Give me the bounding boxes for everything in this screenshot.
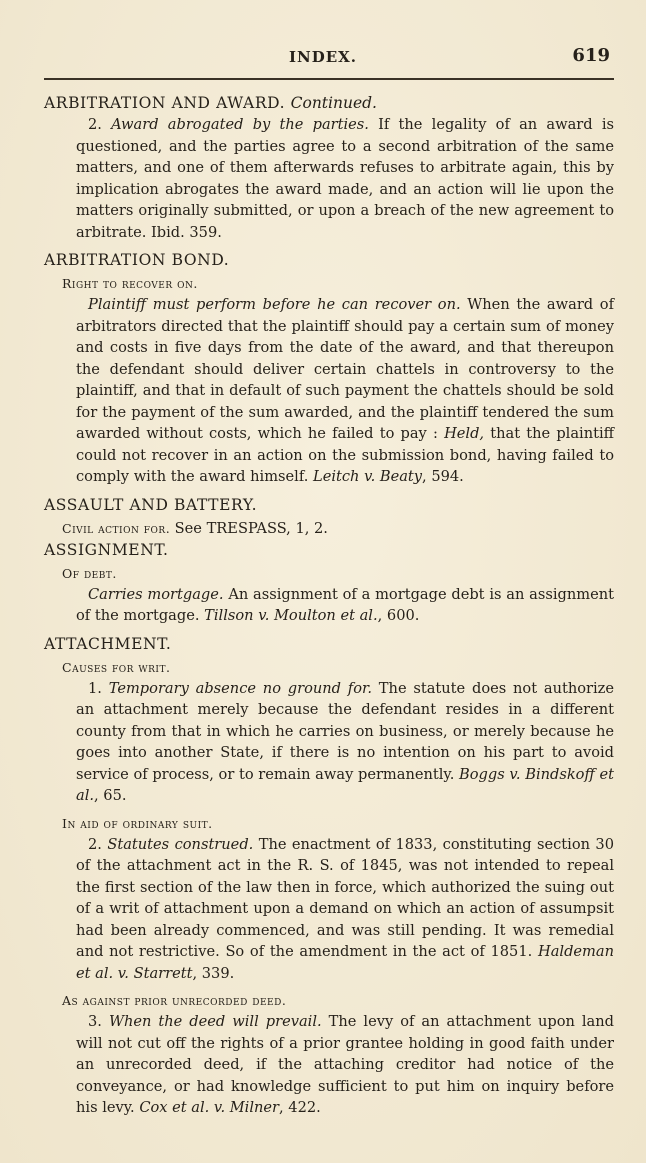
index-entry: 2. Award abrogated by the parties. If the legality of an award is questioned, and the parties agree to a second arbitration of the same matters, and one of them afterwards refuses to arbitrate again, this by implication abrogates the award made, and an action will lie upon the matters originally submitted, or upon a breach of the new agreement to arbitrate. Ibid. 359.: [76, 116, 614, 241]
section-heading: ASSAULT AND BATTERY.: [44, 495, 258, 514]
index-entry: Carries mortgage. An assignment of a mortgage debt is an assignment of the mortgage. Tillson v. Moulton et al., 600.: [76, 585, 614, 624]
section-heading: ASSIGNMENT.: [44, 540, 169, 559]
entry-topic: Temporary absence no ground for.: [108, 679, 373, 697]
index-entry: Plaintiff must perform before he can recover on. When the award of arbitrators directed that the plaintiff should pay a certain sum of money and costs in five days from the date of the award, and that thereupon the defendant should deliver certain chattels in controversy to the plaintiff, and that in default of such payment the chattels should be sold for the payment of the sum awarded, and the plaintiff tendered the sum awarded without costs, which he failed to pay : Held, that the plaintiff could not recover in an action on the submission bond, having failed to comply with the award himself. Leitch v. Beaty, 594.: [76, 296, 614, 485]
index-entry: 2. Statutes construed. The enactment of 1833, constituting section 30 of the attachment act in the R. S. of 1845, was not intended to repeal the first section of the law then in force, which authorized the suing out of a writ of attachment upon a demand on which an action of assumpsit had been already commenced, and was still pending. It was remedial and not restrictive. So of the amendment in the act of 1851. Haldeman et al. v. Starrett, 339.: [76, 835, 614, 982]
entry-topic: Plaintiff must perform before he can recover on.: [88, 296, 461, 313]
index-entry: 1. Temporary absence no ground for. The statute does not authorize an attachment merely because the defendant resides in a different county from that in which he carries on business, or merely because he goes into another State, if there is no intention on his part to avoid service of process, or to remain away permanently. Boggs v. Bindskoff et al., 65.: [76, 679, 614, 804]
case-citation: Tillson v. Moulton et al.: [204, 607, 378, 624]
index-body: [44, 92, 614, 1125]
subheading: Causes for writ.: [62, 659, 171, 675]
running-header: [0, 45, 646, 74]
case-citation: Haldeman et al. v. Starrett: [76, 943, 614, 982]
section-heading: ARBITRATION AND AWARD. Continued.: [44, 94, 377, 112]
entry-topic: Carries mortgage.: [88, 585, 224, 603]
header-rule: [44, 78, 614, 80]
subheading: In aid of ordinary suit.: [62, 815, 213, 831]
continued-label: Continued.: [290, 94, 377, 112]
entry-topic: Award abrogated by the parties.: [111, 116, 369, 133]
case-citation: Leitch v. Beaty: [313, 468, 423, 485]
header-title: INDEX.: [288, 48, 358, 66]
cross-reference: See TRESPASS, 1, 2.: [174, 519, 328, 537]
subheading: Right to recover on.: [62, 276, 198, 291]
subheading: As against prior unrecorded deed.: [62, 993, 287, 1008]
page-number: 619: [572, 45, 610, 66]
subheading: Civil action for. See TRESPASS, 1, 2.: [62, 519, 328, 537]
case-citation: Cox et al. v. Milner: [139, 1099, 280, 1116]
section-heading: ARBITRATION BOND.: [44, 251, 230, 269]
index-entry: 3. When the deed will prevail. The levy of an attachment upon land will not cut off the rights of a prior grantee holding in good faith under an unrecorded deed, if the attaching creditor had notice of the conveyance, or had knowledge sufficient to put him on inquiry before his levy. Cox et al. v. Milner, 422.: [76, 1013, 615, 1116]
entry-topic: Statutes construed.: [107, 835, 254, 853]
subheading: Of debt.: [62, 565, 117, 581]
entry-topic: When the deed will prevail.: [108, 1013, 322, 1030]
section-heading: ATTACHMENT.: [44, 634, 172, 653]
case-citation: Boggs v. Bindskoff et al.: [76, 765, 614, 804]
